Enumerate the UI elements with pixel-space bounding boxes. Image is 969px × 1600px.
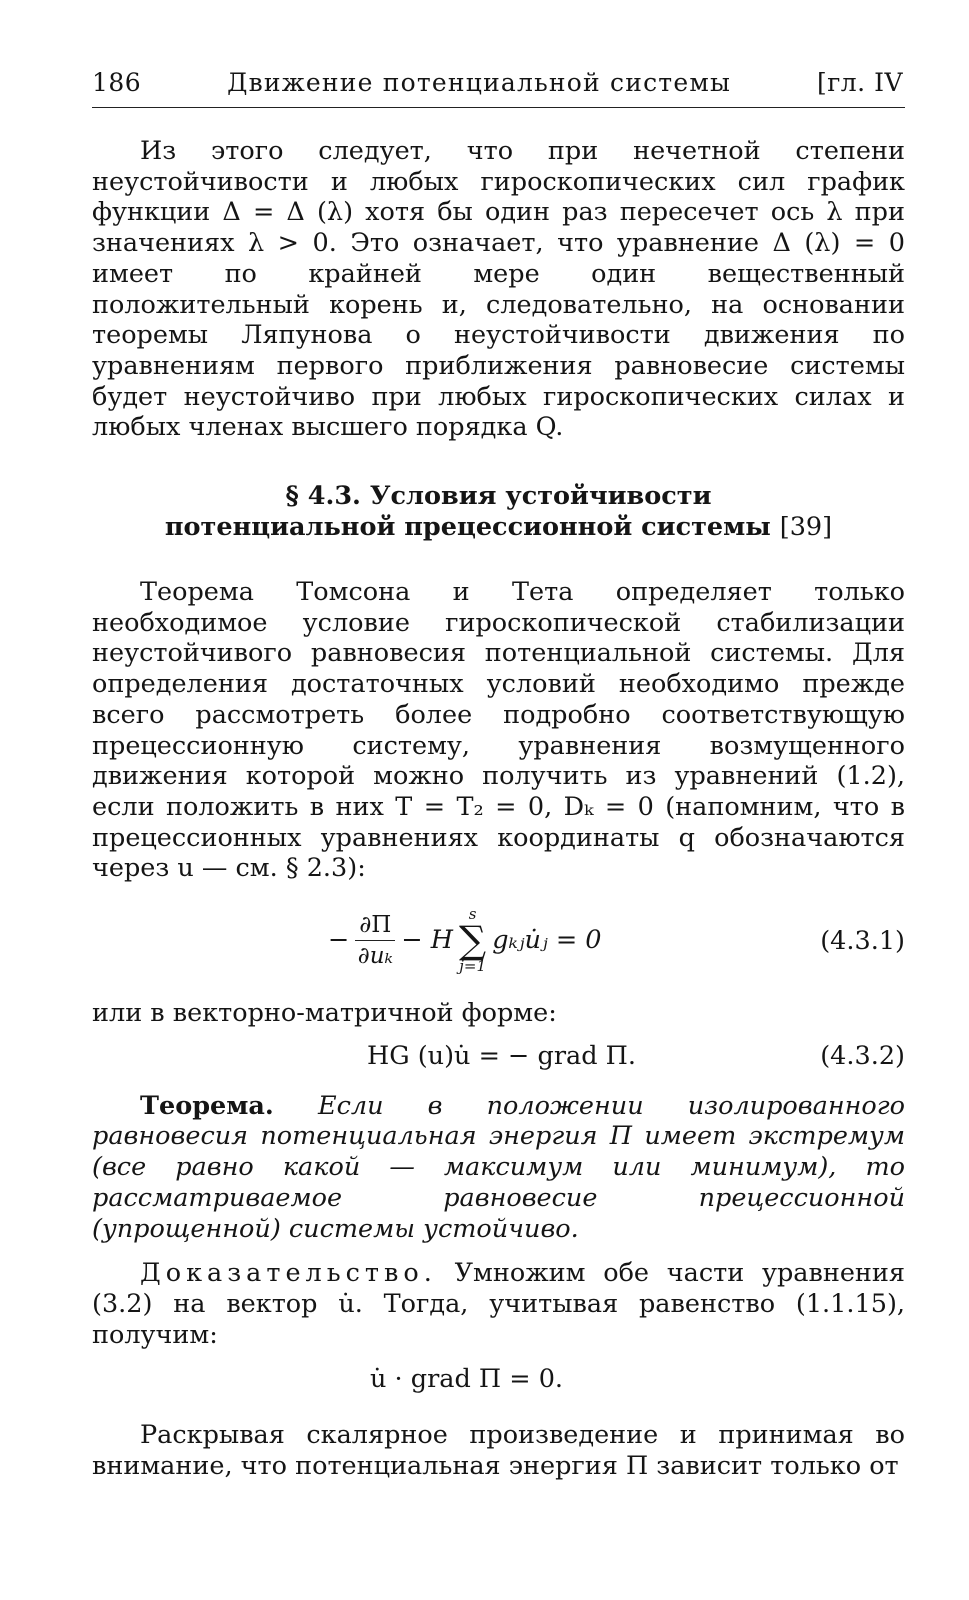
equation-1-middle: − H bbox=[401, 925, 454, 956]
page-number: 186 bbox=[92, 68, 142, 97]
equation-1-tail: gₖⱼu̇ⱼ = 0 bbox=[492, 925, 602, 956]
theorem-text: Если в положении изолированного равновесия потенциальная энергия Π имеет экстремум (все равно какой — максимум или минимум), то рассматриваемое равновесие прецессионной (упрощенной) системы устойчиво. bbox=[92, 1090, 906, 1244]
equation-4-3-2 bbox=[92, 1035, 905, 1079]
fraction-denominator: ∂uₖ bbox=[357, 942, 393, 969]
running-header bbox=[92, 68, 905, 108]
equation-1-lead: − bbox=[328, 925, 350, 956]
proof-text: Умножим обе части уравнения (3.2) на вектор u̇. Тогда, учитывая равенство (1.1.15), получим: bbox=[92, 1258, 905, 1350]
proof-label: Доказательство. bbox=[140, 1258, 437, 1289]
proof-block bbox=[92, 1258, 905, 1350]
summation bbox=[459, 905, 486, 975]
section-title-line2: потенциальной прецессионной системы bbox=[164, 512, 771, 543]
equation-1-number: (4.3.1) bbox=[820, 926, 905, 957]
fraction-numerator: ∂Π bbox=[355, 912, 395, 941]
paragraph-scalar-product: Раскрывая скалярное произведение и принимая во внимание, что потенциальная энергия Π зависит только от bbox=[92, 1420, 905, 1482]
paragraph-thomson-tait: Теорема Томсона и Тета определяет только необходимое условие гироскопической стабилизации неустойчивого равновесия потенциальной системы. Для определения достаточных условий необходимо прежде всего рассмотреть более подробно соответствующую прецессионную систему, уравнения возмущенного движения которой можно получить из уравнений (1.2), если положить в них T = T₂ = 0, Dₖ = 0 (напомним, что в прецессионных уравнениях координаты q обозначаются через u — см. § 2.3): bbox=[92, 577, 905, 884]
theorem-label: Теорема. bbox=[140, 1090, 274, 1121]
paragraph-instability-conclusion: Из этого следует, что при нечетной степени неустойчивости и любых гироскопических сил график функции Δ = Δ (λ) хотя бы один раз пересечет ось λ при значениях λ > 0. Это означает, что уравнение Δ (λ) = 0 имеет по крайней мере один вещественный положительный корень и, следовательно, на основании теоремы Ляпунова о неустойчивости движения по уравнениям первого приближения равновесие системы будет неустойчиво при любых гироскопических силах и любых членах высшего порядка Q. bbox=[92, 136, 905, 443]
equation-2-body: HG (u)u̇ = − grad Π. bbox=[367, 1040, 636, 1071]
sum-lower-limit: j=1 bbox=[459, 957, 486, 976]
running-title: Движение потенциальной системы bbox=[227, 68, 732, 97]
equation-1-fraction bbox=[355, 912, 395, 969]
section-reference: [39] bbox=[779, 512, 833, 543]
equation-dot-product bbox=[92, 1354, 905, 1398]
section-heading bbox=[92, 481, 905, 543]
chapter-label: [гл. IV bbox=[816, 68, 903, 97]
equation-3-body: u̇ · grad Π = 0. bbox=[370, 1364, 564, 1395]
sum-upper-limit: s bbox=[468, 905, 477, 924]
equation-2-number: (4.3.2) bbox=[820, 1040, 905, 1071]
equation-4-3-1 bbox=[92, 892, 905, 988]
connector-text: или в векторно-матричной форме: bbox=[92, 998, 557, 1029]
theorem-block bbox=[92, 1091, 905, 1245]
sum-symbol: ∑ bbox=[459, 918, 487, 963]
section-title-line1: § 4.3. Условия устойчивости bbox=[285, 481, 712, 512]
